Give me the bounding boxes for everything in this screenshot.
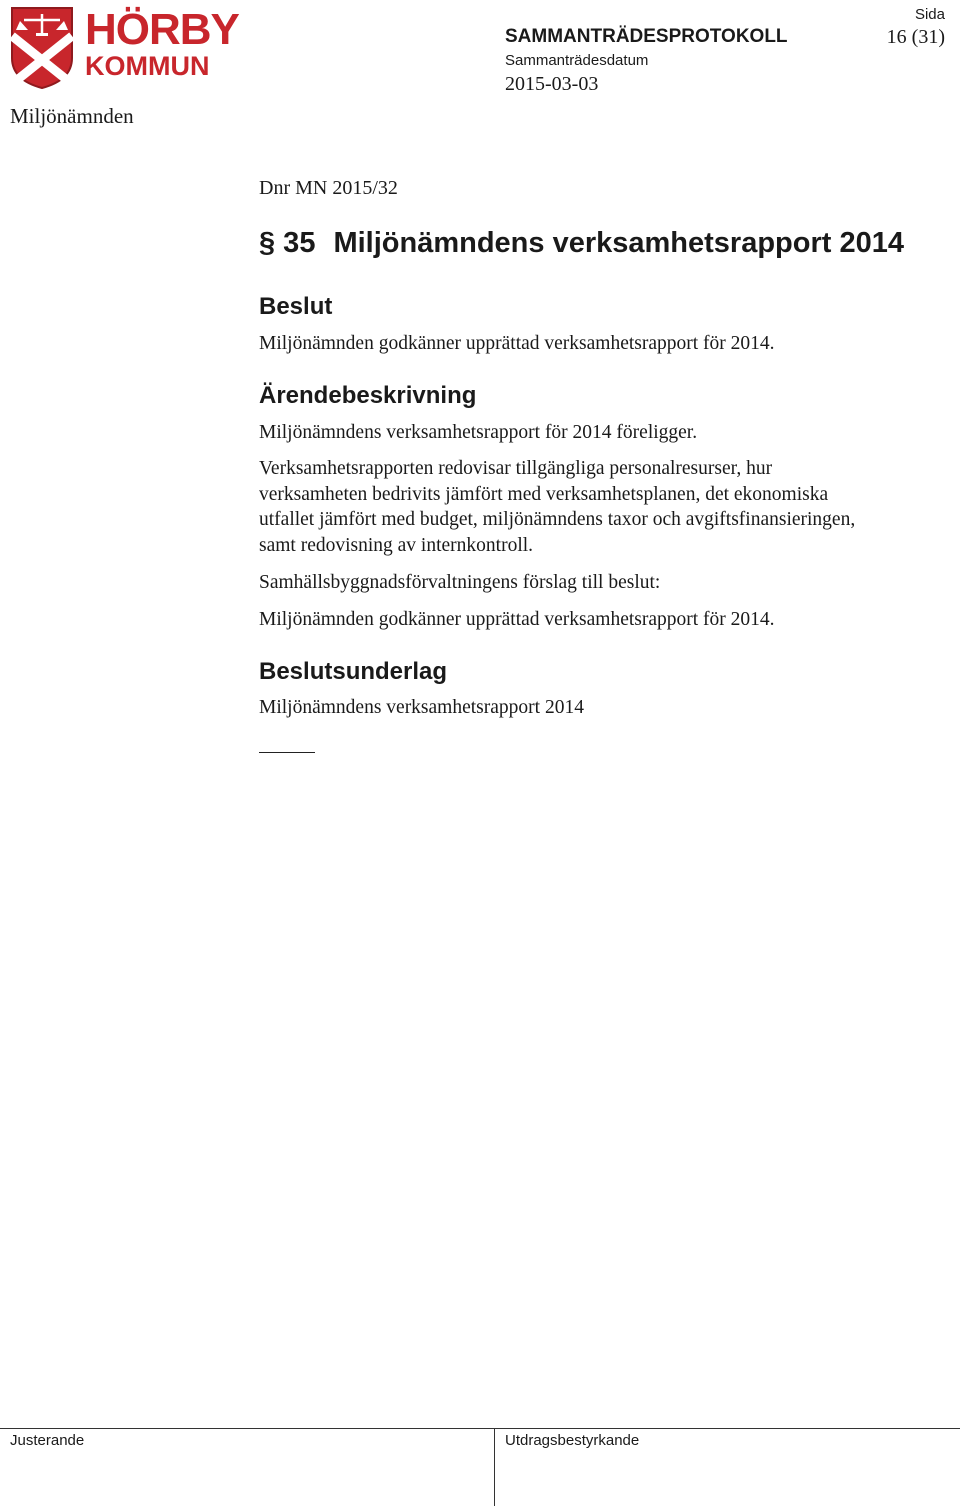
- arende-paragraph-line: verksamheten bedrivits jämfört med verksamhetsplanen, det ekonomiska: [259, 483, 829, 505]
- beslut-text: Miljönämnden godkänner upprättad verksamhetsrapport för 2014.: [259, 333, 775, 354]
- arende-paragraph-line: utfallet jämfört med budget, miljönämndens taxor och avgiftsfinansieringen,: [259, 509, 856, 530]
- footer-justerande-label: Justerande: [10, 1432, 85, 1449]
- beslut-heading: Beslut: [259, 293, 333, 320]
- logo-wordmark: [85, 5, 239, 81]
- municipality-logo: [10, 5, 239, 92]
- logo-name-line2: KOMMUN: [85, 51, 210, 81]
- page-number: 16 (31): [886, 26, 945, 48]
- section-number: § 35: [259, 227, 316, 259]
- document-type: SAMMANTRÄDESPROTOKOLL: [505, 26, 788, 47]
- end-rule: [259, 752, 315, 753]
- footer-utdragsbestyrkande-label: Utdragsbestyrkande: [505, 1432, 640, 1449]
- coat-of-arms-icon: [10, 6, 74, 90]
- forslag-text: Miljönämnden godkänner upprättad verksamhetsrapport för 2014.: [259, 609, 775, 630]
- arende-line: Miljönämndens verksamhetsrapport för 2014 föreligger.: [259, 422, 698, 443]
- date-label: Sammanträdesdatum: [505, 52, 649, 69]
- underlag-heading: Beslutsunderlag: [259, 658, 448, 685]
- arende-paragraph-line: samt redovisning av internkontroll.: [259, 534, 534, 556]
- footer-column-divider: [494, 1428, 495, 1506]
- arende-paragraph-line: Verksamhetsrapporten redovisar tillgängliga personalresurser, hur: [259, 458, 773, 479]
- page-label: Sida: [914, 6, 945, 23]
- section-heading: [259, 227, 904, 260]
- logo-name-line1: HÖRBY: [85, 5, 239, 54]
- date-value: 2015-03-03: [505, 73, 599, 95]
- organization-name: Miljönämnden: [10, 104, 134, 128]
- footer-divider: [0, 1428, 960, 1429]
- underlag-text: Miljönämndens verksamhetsrapport 2014: [259, 697, 584, 718]
- case-number: Dnr MN 2015/32: [259, 177, 398, 199]
- arende-heading: Ärendebeskrivning: [259, 382, 477, 409]
- section-title: Miljönämndens verksamhetsrapport 2014: [333, 227, 904, 259]
- forslag-intro: Samhällsbyggnadsförvaltningens förslag till beslut:: [259, 572, 661, 593]
